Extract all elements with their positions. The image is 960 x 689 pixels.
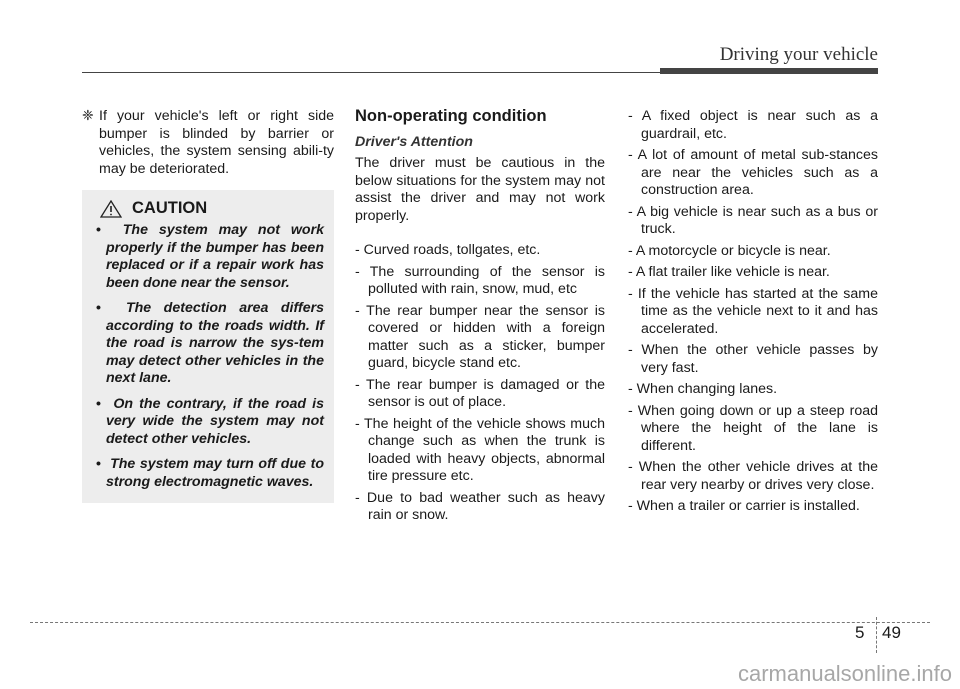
- note-text: If your vehicle's left or right side bumper is blinded by barrier or vehicles, the system sensing abili-ty may be deteriorated.: [99, 108, 334, 177]
- left-column: [82, 108, 334, 503]
- header-rule-accent: [660, 68, 878, 74]
- page-number: 49: [882, 623, 901, 642]
- list-item: - When a trailer or carrier is installed.: [628, 498, 860, 514]
- caution-title: CAUTION: [132, 199, 208, 218]
- note-block: [82, 108, 334, 178]
- footer-rule: [30, 622, 930, 623]
- caution-item: • The detection area differs according to the roads width. If the road is narrow the sys-tem may detect other vehicles in the next lane.: [92, 300, 324, 388]
- list-item: - A lot of amount of metal sub-stances are near the vehicles such as a construction area.: [628, 147, 878, 198]
- right-column: [628, 108, 878, 520]
- list-item: - The height of the vehicle shows much change such as when the trunk is loaded with heavy objects, abnormal tire pressure etc.: [355, 415, 605, 484]
- section-number: 5: [855, 623, 865, 642]
- caution-item: • The system may not work properly if the bumper has been replaced or if a repair work has been done near the sensor.: [92, 222, 324, 292]
- list-item: - The rear bumper is damaged or the sensor is out of place.: [355, 376, 605, 410]
- list-item: - When changing lanes.: [628, 381, 778, 397]
- list-item: - The rear bumper near the sensor is covered or hidden with a foreign matter such as a sticker, bumper guard, bicycle stand etc.: [355, 302, 605, 371]
- warning-triangle-icon: [100, 200, 122, 218]
- caution-box: [82, 190, 334, 503]
- list-item: - When going down or up a steep road where the height of the lane is different.: [628, 402, 878, 454]
- list-item: - The surrounding of the sensor is polluted with rain, snow, mud, etc: [355, 263, 605, 297]
- list-item: - Curved roads, tollgates, etc.: [355, 242, 541, 258]
- list-item: - A motorcycle or bicycle is near.: [628, 242, 831, 259]
- watermark: carmanualsonline.info: [737, 661, 952, 686]
- caution-list: [92, 222, 324, 491]
- condition-list: [355, 242, 605, 525]
- caution-item: • The system may turn off due to strong electromagnetic waves.: [92, 456, 324, 491]
- middle-column: [355, 108, 605, 529]
- caution-item: • On the contrary, if the road is very wide the system may not detect other vehicles.: [92, 396, 324, 449]
- intro-paragraph: The driver must be cautious in the below situations for the system may not assist the driver and may not work properly.: [355, 155, 605, 224]
- caution-header: [92, 200, 324, 218]
- section-heading: Non-operating condition: [355, 107, 547, 125]
- note-symbol-icon: ❈: [82, 108, 94, 124]
- condition-list-continued: [628, 108, 878, 516]
- list-item: - A fixed object is near such as a guardrail, etc.: [628, 108, 878, 142]
- section-subheading: Driver's Attention: [355, 133, 473, 150]
- list-item: - Due to bad weather such as heavy rain or snow.: [355, 489, 605, 523]
- page-number-divider: [876, 617, 877, 653]
- list-item: - A big vehicle is near such as a bus or truck.: [628, 203, 878, 237]
- list-item: - If the vehicle has started at the same time as the vehicle next to it and has accelerated.: [628, 285, 878, 337]
- list-item: - When the other vehicle passes by very fast.: [628, 342, 878, 376]
- page-header-title: Driving your vehicle: [719, 44, 878, 65]
- list-item: - When the other vehicle drives at the rear very nearby or drives very close.: [628, 459, 878, 493]
- list-item: - A flat trailer like vehicle is near.: [628, 264, 830, 280]
